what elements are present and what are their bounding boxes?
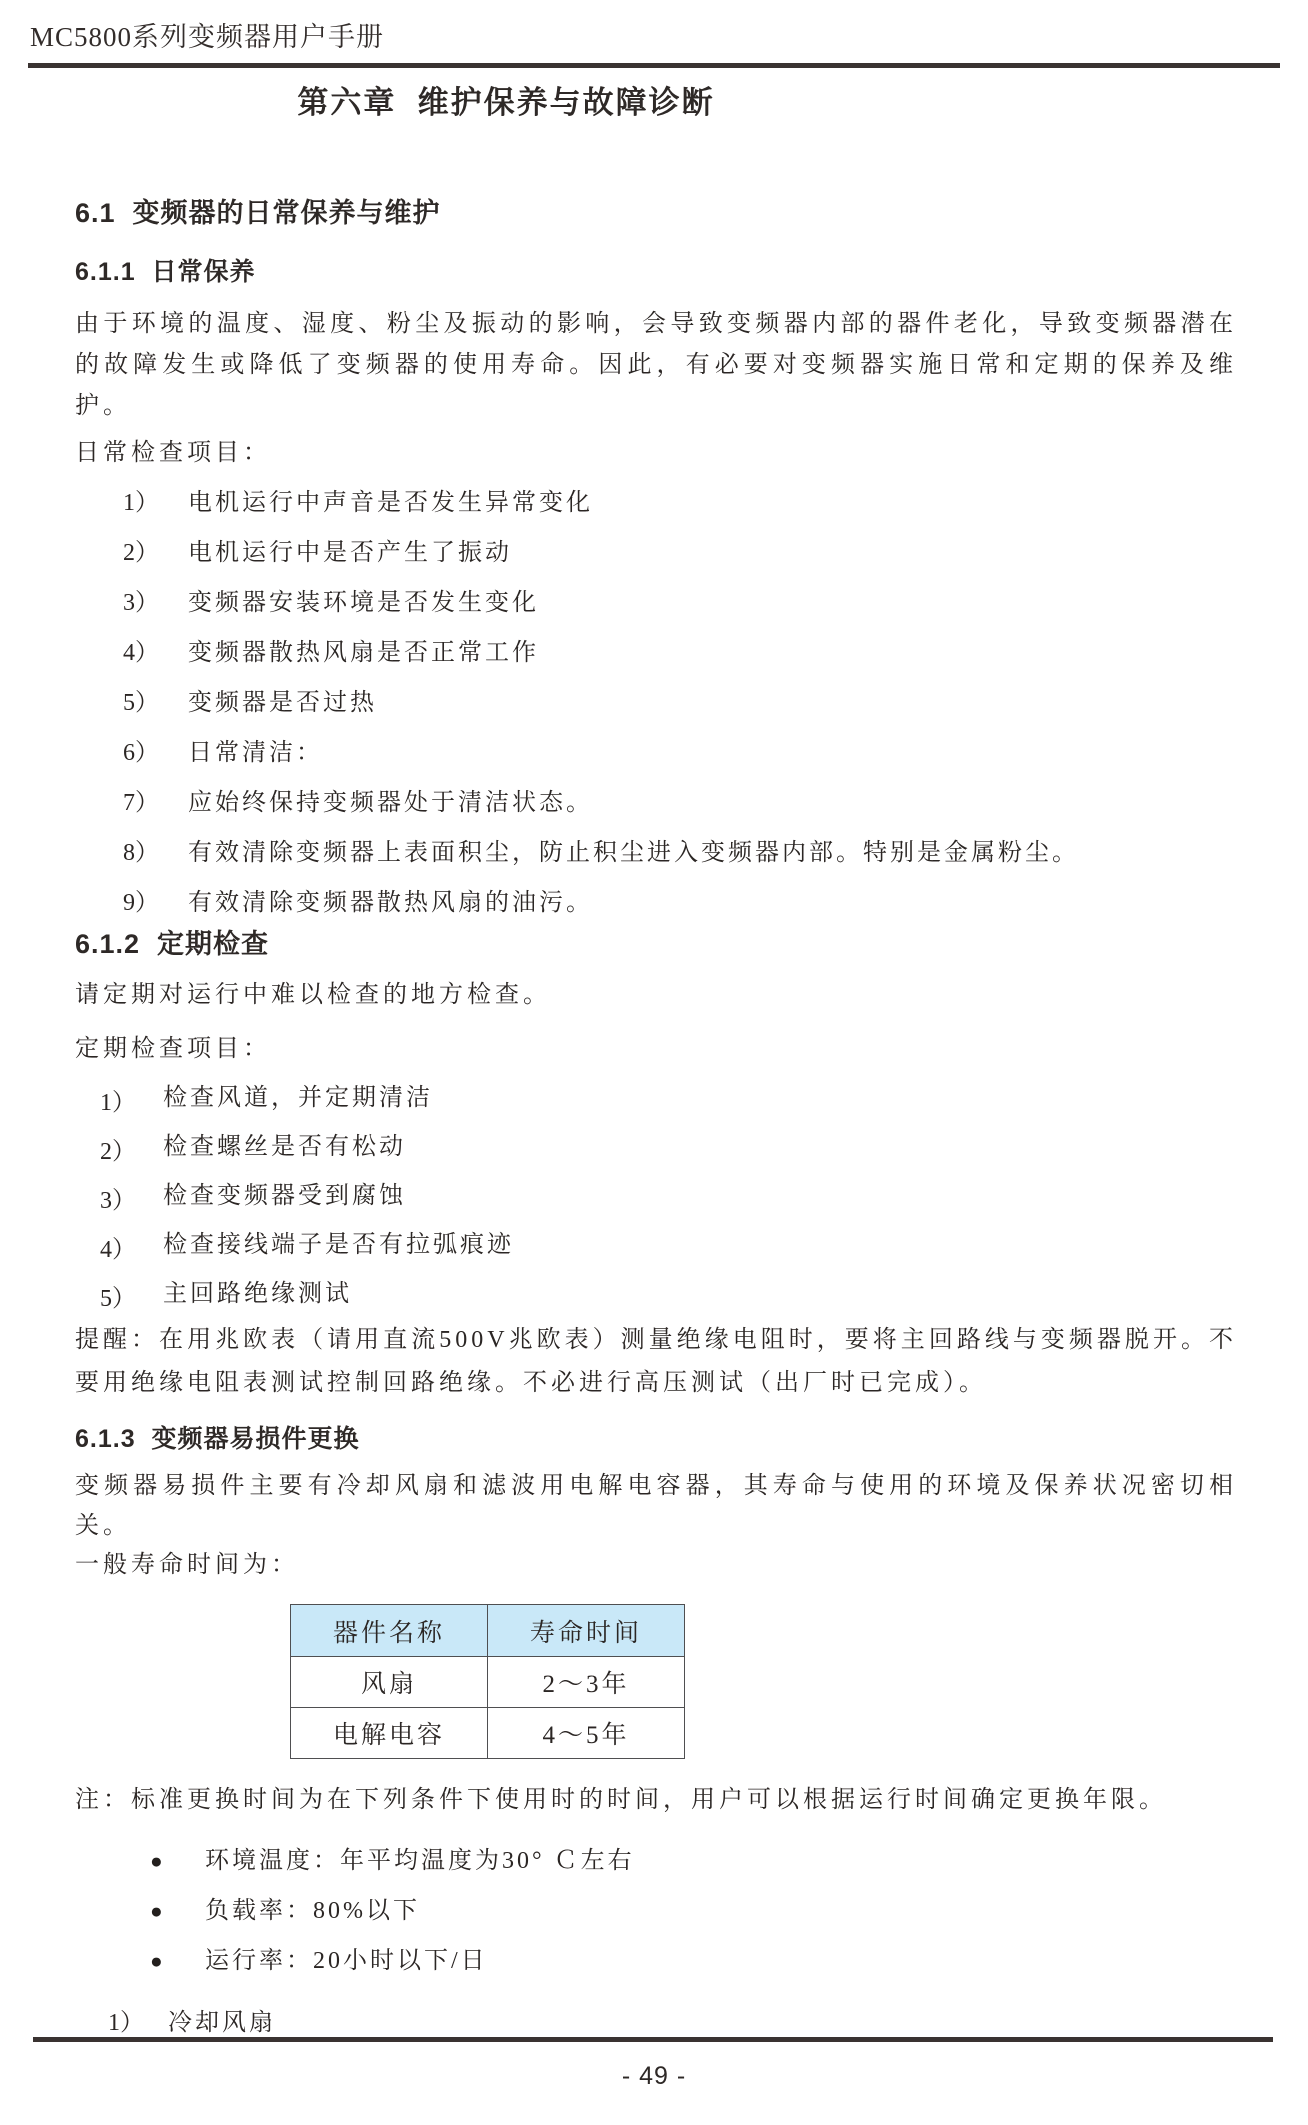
list-item bbox=[123, 838, 1280, 868]
list-item-number: 1） bbox=[100, 1090, 136, 1116]
table-row bbox=[291, 1708, 685, 1759]
bullet-item bbox=[150, 1945, 1280, 1977]
document-header: MC5800系列变频器用户手册 bbox=[30, 22, 385, 52]
bullet-text: 负载率：80%以下 bbox=[205, 1898, 420, 1924]
table-header-row bbox=[291, 1605, 685, 1657]
bullet-icon: ● bbox=[150, 1849, 163, 1873]
header-divider bbox=[28, 63, 1280, 68]
list-item-number: 9） bbox=[123, 890, 159, 916]
list-item-number: 6） bbox=[123, 740, 159, 766]
list-item bbox=[123, 788, 1280, 818]
table-header-life-time: 寿命时间 bbox=[488, 1605, 685, 1657]
list-item-number: 5） bbox=[123, 690, 159, 716]
list-item-number: 4） bbox=[123, 640, 159, 666]
list-item-text: 主回路绝缘测试 bbox=[163, 1281, 352, 1307]
list-item-number: 1） bbox=[108, 2010, 144, 2036]
footer-divider bbox=[33, 2037, 1273, 2042]
list-item-text: 检查螺丝是否有松动 bbox=[163, 1134, 406, 1160]
list-item-number: 2） bbox=[123, 540, 159, 566]
list-item bbox=[100, 1279, 1280, 1312]
bullet-text: 环境温度：年平均温度为30° Ｃ左右 bbox=[205, 1848, 635, 1874]
section-6-1-1-title: 6.1.1 日常保养 bbox=[75, 258, 256, 286]
list-item-number: 3） bbox=[100, 1188, 136, 1214]
list-item bbox=[100, 1230, 1280, 1263]
list-item-number: 4） bbox=[100, 1237, 136, 1263]
list-item-text: 日常清洁： bbox=[188, 740, 323, 766]
list-item-number: 2） bbox=[100, 1139, 136, 1165]
usage-note: 注：标准更换时间为在下列条件下使用时的时间，用户可以根据运行时间确定更换年限。 bbox=[75, 1787, 1167, 1813]
list-item-number: 1） bbox=[123, 490, 159, 516]
bullet-text: 运行率：20小时以下/日 bbox=[205, 1948, 488, 1974]
list-item bbox=[123, 738, 1280, 768]
list-item-number: 3） bbox=[123, 590, 159, 616]
list-item bbox=[123, 588, 1280, 618]
page-number: - 49 - bbox=[621, 2062, 687, 2090]
bullet-item bbox=[150, 1845, 1280, 1877]
table-cell: 4～5年 bbox=[488, 1708, 685, 1759]
list-item-number: 5） bbox=[100, 1286, 136, 1312]
bullet-item bbox=[150, 1895, 1280, 1927]
table-cell: 2～3年 bbox=[488, 1657, 685, 1708]
list-item bbox=[100, 1132, 1280, 1165]
list-item bbox=[123, 688, 1280, 718]
bullet-icon: ● bbox=[150, 1949, 163, 1973]
section-6-1-2-title: 6.1.2 定期检查 bbox=[75, 929, 270, 959]
list-item-text: 有效清除变频器散热风扇的油污。 bbox=[188, 890, 593, 916]
list-item-text: 电机运行中声音是否发生异常变化 bbox=[188, 490, 593, 516]
periodic-check-intro: 请定期对运行中难以检查的地方检查。 bbox=[75, 982, 551, 1008]
section-6-1-3-title: 6.1.3 变频器易损件更换 bbox=[75, 1425, 360, 1453]
wear-parts-intro: 变频器易损件主要有冷却风扇和滤波用电解电容器，其寿命与使用的环境及保养状况密切相关。 bbox=[75, 1473, 1237, 1539]
list-item bbox=[100, 1181, 1280, 1214]
condition-bullets bbox=[28, 1845, 1280, 1977]
list-item bbox=[123, 888, 1280, 918]
daily-check-list bbox=[28, 488, 1280, 918]
list-item-text: 变频器散热风扇是否正常工作 bbox=[188, 640, 539, 666]
bullet-icon: ● bbox=[150, 1899, 163, 1923]
table-row bbox=[291, 1657, 685, 1708]
daily-check-label: 日常检查项目： bbox=[75, 440, 271, 466]
periodic-check-list bbox=[28, 1083, 1280, 1312]
chapter-title: 第六章 维护保养与故障诊断 bbox=[297, 85, 715, 120]
list-item-text: 变频器是否过热 bbox=[188, 690, 377, 716]
daily-maintenance-intro: 由于环境的温度、湿度、粉尘及振动的影响，会导致变频器内部的器件老化，导致变频器潜在的故障发生或降低了变频器的使用寿命。因此，有必要对变频器实施日常和定期的保养及维护。 bbox=[75, 311, 1237, 419]
list-item-text: 检查风道，并定期清洁 bbox=[163, 1085, 433, 1111]
list-item bbox=[100, 1083, 1280, 1116]
cooling-fan-item bbox=[108, 2008, 1280, 2038]
section-6-1-title: 6.1 变频器的日常保养与维护 bbox=[75, 198, 441, 228]
list-item bbox=[123, 638, 1280, 668]
table-header-part-name: 器件名称 bbox=[291, 1605, 488, 1657]
list-item-text: 有效清除变频器上表面积尘，防止积尘进入变频器内部。特别是金属粉尘。 bbox=[188, 840, 1079, 866]
list-item-text: 检查接线端子是否有拉弧痕迹 bbox=[163, 1232, 514, 1258]
list-item-text: 应始终保持变频器处于清洁状态。 bbox=[188, 790, 593, 816]
list-item bbox=[123, 488, 1280, 518]
list-item-number: 7） bbox=[123, 790, 159, 816]
list-item-text: 电机运行中是否产生了振动 bbox=[188, 540, 512, 566]
table-cell: 风扇 bbox=[291, 1657, 488, 1708]
lifetime-table bbox=[290, 1604, 685, 1759]
lifetime-lead-in: 一般寿命时间为： bbox=[75, 1552, 299, 1578]
list-item-text: 检查变频器受到腐蚀 bbox=[163, 1183, 406, 1209]
list-item-number: 8） bbox=[123, 840, 159, 866]
periodic-check-label: 定期检查项目： bbox=[75, 1036, 271, 1062]
reminder-note: 提醒：在用兆欧表（请用直流500V兆欧表）测量绝缘电阻时，要将主回路线与变频器脱开。不要用绝缘电阻表测试控制回路绝缘。不必进行高压测试（出厂时已完成）。 bbox=[75, 1327, 1237, 1396]
manual-page bbox=[0, 20, 1308, 2038]
list-item-text: 变频器安装环境是否发生变化 bbox=[188, 590, 539, 616]
list-item bbox=[123, 538, 1280, 568]
table-cell: 电解电容 bbox=[291, 1708, 488, 1759]
list-item-text: 冷却风扇 bbox=[168, 2010, 276, 2036]
